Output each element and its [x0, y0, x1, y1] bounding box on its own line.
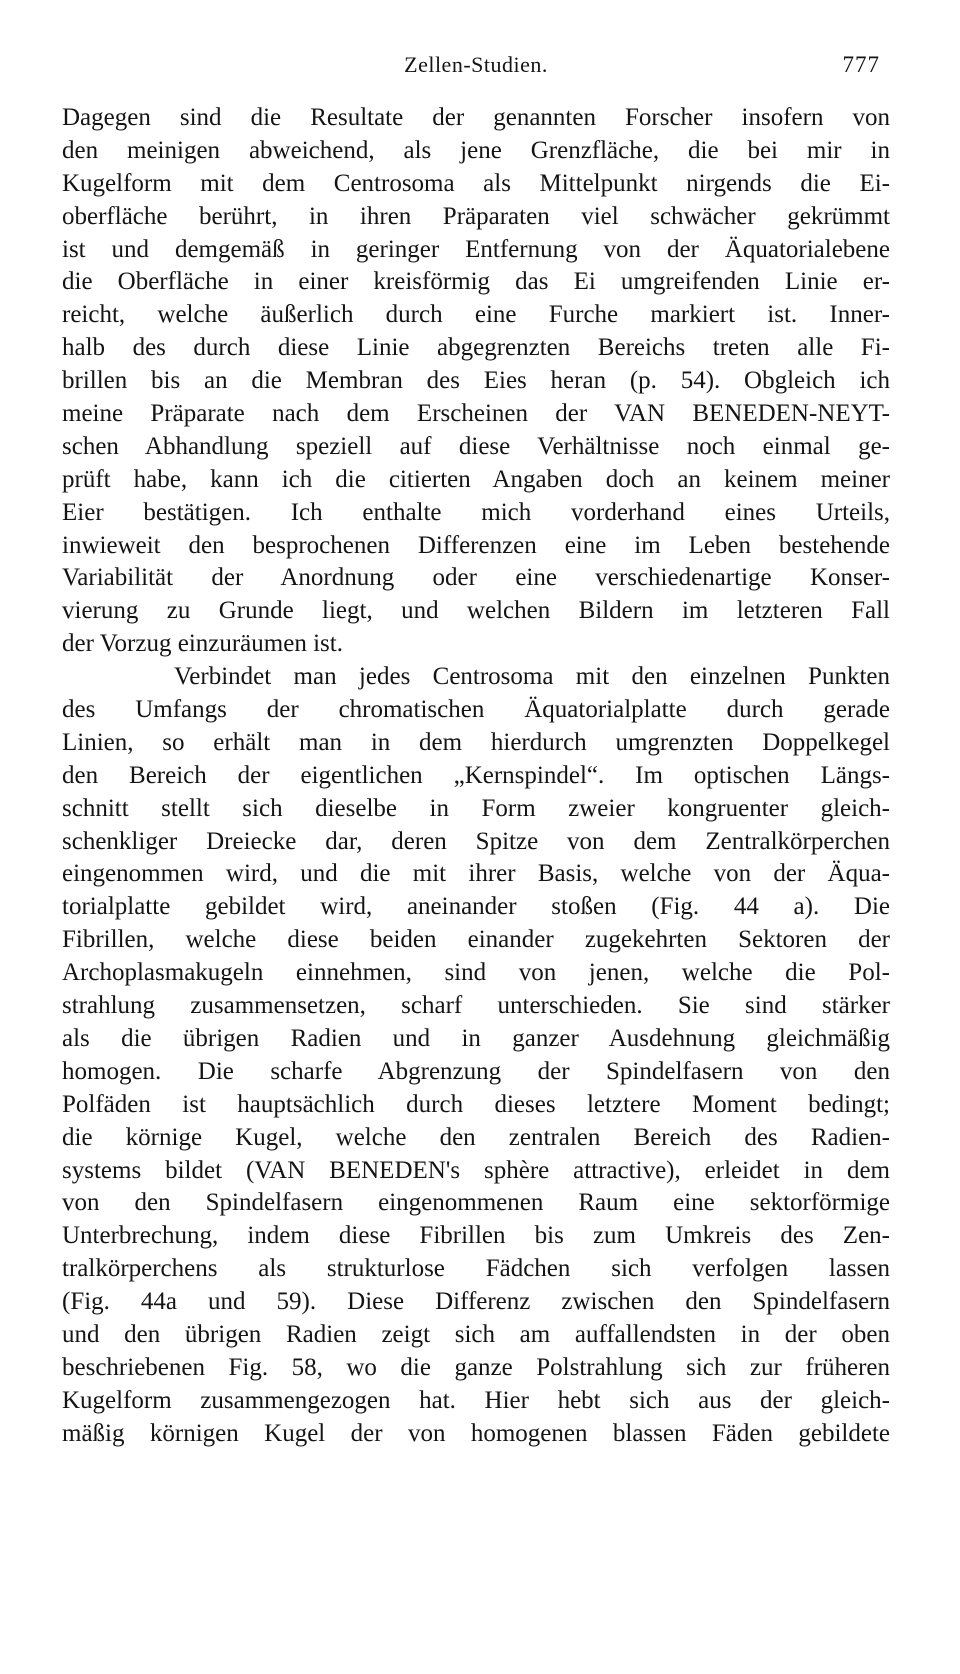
text-line: meine Präparate nach dem Erscheinen der VAN BENEDEN-NEYT- — [62, 400, 890, 428]
text-line: reicht, welche äußerlich durch eine Furche markiert ist. Inner- — [62, 301, 890, 329]
text-line: schenkliger Dreiecke dar, deren Spitze von dem Zentralkörperchen — [62, 827, 890, 855]
page-number: 777 — [842, 52, 880, 77]
text-line: Eier bestätigen. Ich enthalte mich vorderhand eines Urteils, — [62, 498, 890, 526]
page-header — [62, 52, 890, 88]
text-line: Linien, so erhält man in dem hierdurch umgrenzten Doppelkegel — [62, 728, 890, 756]
text-line: torialplatte gebildet wird, aneinander stoßen (Fig. 44 a). Die — [62, 893, 890, 921]
text-line: prüft habe, kann ich die citierten Angaben doch an keinem meiner — [62, 465, 890, 493]
text-line-paragraph-start: Verbindet man jedes Centrosoma mit den einzelnen Punkten — [174, 663, 890, 691]
text-line: brillen bis an die Membran des Eies heran (p. 54). Obgleich ich — [62, 367, 890, 395]
text-line: als die übrigen Radien und in ganzer Ausdehnung gleichmäßig — [62, 1024, 890, 1052]
text-line: schen Abhandlung speziell auf diese Verhältnisse noch einmal ge- — [62, 432, 890, 460]
text-line: vierung zu Grunde liegt, und welchen Bildern im letzteren Fall — [62, 597, 890, 625]
running-title: Zellen-Studien. — [404, 52, 548, 77]
text-line: den Bereich der eigentlichen „Kernspindel“. Im optischen Längs- — [62, 761, 890, 789]
text-line: schnitt stellt sich dieselbe in Form zweier kongruenter gleich- — [62, 794, 890, 822]
text-line: inwieweit den besprochenen Differenzen eine im Leben bestehende — [62, 531, 890, 559]
text-line: des Umfangs der chromatischen Äquatorialplatte durch gerade — [62, 696, 890, 724]
text-line: mäßig körnigen Kugel der von homogenen blassen Fäden gebildete — [62, 1419, 890, 1447]
text-line: Fibrillen, welche diese beiden einander zugekehrten Sektoren der — [62, 926, 890, 954]
text-line: oberfläche berührt, in ihren Präparaten viel schwächer gekrümmt — [62, 202, 890, 230]
text-line: die körnige Kugel, welche den zentralen Bereich des Radien- — [62, 1123, 890, 1151]
text-line: systems bildet (VAN BENEDEN's sphère attractive), erleidet in dem — [62, 1156, 890, 1184]
text-line: von den Spindelfasern eingenommenen Raum eine sektorförmige — [62, 1189, 890, 1217]
text-line: Kugelform mit dem Centrosoma als Mittelpunkt nirgends die Ei- — [62, 169, 890, 197]
text-line: (Fig. 44a und 59). Diese Differenz zwischen den Spindelfasern — [62, 1288, 890, 1316]
text-line: homogen. Die scharfe Abgrenzung der Spindelfasern von den — [62, 1057, 890, 1085]
text-line: Polfäden ist hauptsächlich durch dieses letztere Moment bedingt; — [62, 1090, 890, 1118]
text-line: Dagegen sind die Resultate der genannten Forscher insofern von — [62, 104, 890, 131]
text-line: Unterbrechung, indem diese Fibrillen bis zum Umkreis des Zen- — [62, 1222, 890, 1250]
text-line: Archoplasmakugeln einnehmen, sind von jenen, welche die Pol- — [62, 959, 890, 987]
text-line: Kugelform zusammengezogen hat. Hier hebt sich aus der gleich- — [62, 1386, 890, 1414]
text-line: Variabilität der Anordnung oder eine verschiedenartige Konser- — [62, 564, 890, 592]
text-line: und den übrigen Radien zeigt sich am auffallendsten in der oben — [62, 1320, 890, 1348]
text-line: halb des durch diese Linie abgegrenzten Bereichs treten alle Fi- — [62, 334, 890, 362]
text-line-paragraph-end: der Vorzug einzuräumen ist. — [62, 630, 343, 658]
text-line: eingenommen wird, und die mit ihrer Basis, welche von der Äqua- — [62, 860, 890, 888]
text-line: strahlung zusammensetzen, scharf unterschieden. Sie sind stärker — [62, 992, 890, 1020]
body-text — [62, 102, 890, 1451]
text-line: ist und demgemäß in geringer Entfernung von der Äquatorialebene — [62, 235, 890, 263]
text-line: den meinigen abweichend, als jene Grenzfläche, die bei mir in — [62, 136, 890, 164]
text-line: tralkörperchens als strukturlose Fädchen sich verfolgen lassen — [62, 1255, 890, 1283]
text-line: beschriebenen Fig. 58, wo die ganze Polstrahlung sich zur früheren — [62, 1353, 890, 1381]
text-line: die Oberfläche in einer kreisförmig das Ei umgreifenden Linie er- — [62, 268, 890, 296]
